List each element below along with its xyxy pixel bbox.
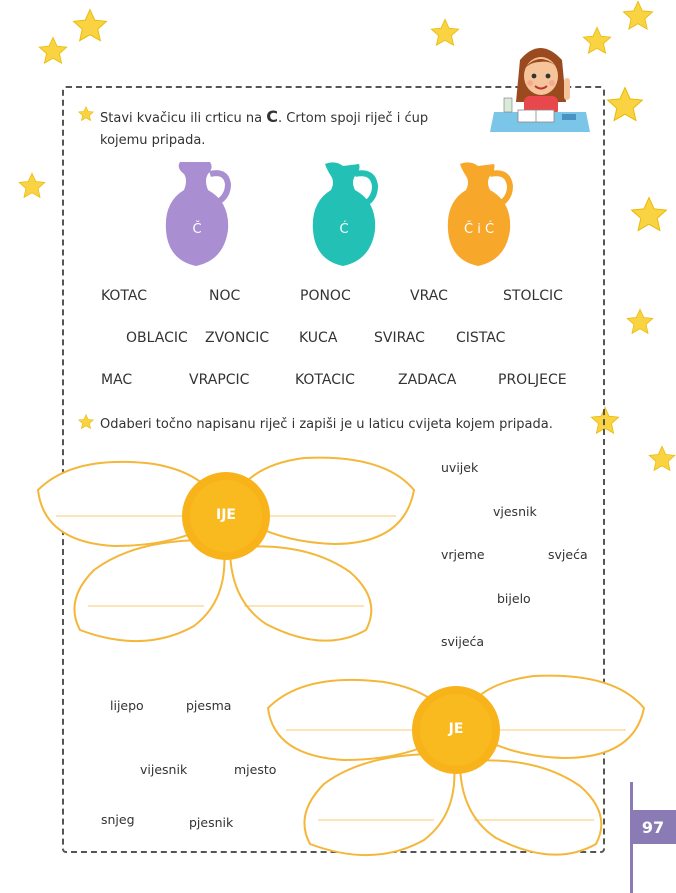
word-item: KOTACIC xyxy=(295,372,355,388)
flower-ije-label: IJE xyxy=(216,507,236,523)
jug-teal xyxy=(305,160,383,270)
word-item: vjesnik xyxy=(493,504,537,519)
word-item: KOTAC xyxy=(101,288,148,304)
word-item: pjesnik xyxy=(189,815,234,830)
word-item: PROLJECE xyxy=(498,372,567,388)
word-item: STOLCIC xyxy=(503,288,563,304)
word-item: VRAPCIC xyxy=(189,372,250,388)
jug-orange-label: Č i Ć xyxy=(463,222,495,237)
jug-orange xyxy=(440,160,518,270)
star-icon xyxy=(648,442,676,476)
flower-ije xyxy=(34,450,418,680)
word-item: vijesnik xyxy=(140,762,188,777)
word-item: MAC xyxy=(101,372,133,388)
jug-purple-label: Č xyxy=(192,222,202,237)
word-item: SVIRAC xyxy=(374,330,425,346)
star-icon xyxy=(606,86,644,124)
star-icon xyxy=(622,0,654,32)
task1-instruction: Stavi kvačicu ili crticu na C. Crtom spoji riječ i ćup kojemu pripada. xyxy=(100,107,429,148)
word-item: VRAC xyxy=(410,288,448,304)
star-bullet-icon xyxy=(78,414,94,430)
girl-illustration xyxy=(490,40,590,136)
star-bullet-icon xyxy=(78,106,94,122)
word-item: svjeća xyxy=(548,547,588,562)
word-item: pjesma xyxy=(186,698,232,713)
word-item: ZVONCIC xyxy=(205,330,270,346)
word-item: vrjeme xyxy=(441,547,485,562)
star-icon xyxy=(72,8,108,44)
word-item: OBLACIC xyxy=(126,330,188,346)
word-item: KUCA xyxy=(299,330,338,346)
word-item: NOC xyxy=(209,288,241,304)
word-item: lijepo xyxy=(110,698,144,713)
word-item: CISTAC xyxy=(456,330,506,346)
word-item: svijeća xyxy=(441,634,485,649)
letter-c: C xyxy=(266,107,279,126)
task2-instruction: Odaberi točno napisanu riječ i zapiši je u laticu cvijeta kojem pripada. xyxy=(100,417,553,432)
jug-purple xyxy=(158,160,236,270)
word-item: mjesto xyxy=(234,762,277,777)
star-icon xyxy=(626,308,654,336)
star-icon xyxy=(38,36,68,66)
word-item: ZADACA xyxy=(398,372,457,388)
jug-teal-label: Ć xyxy=(339,222,349,237)
star-icon xyxy=(630,196,668,234)
flower-je-label: JE xyxy=(448,721,464,737)
word-item: snjeg xyxy=(101,812,135,827)
word-item: bijelo xyxy=(497,591,531,606)
word-item: uvijek xyxy=(441,460,479,475)
star-icon xyxy=(18,172,46,200)
page-number: 97 xyxy=(630,810,676,844)
word-item: PONOC xyxy=(300,288,351,304)
flower-je xyxy=(264,668,648,884)
star-icon xyxy=(430,18,460,48)
